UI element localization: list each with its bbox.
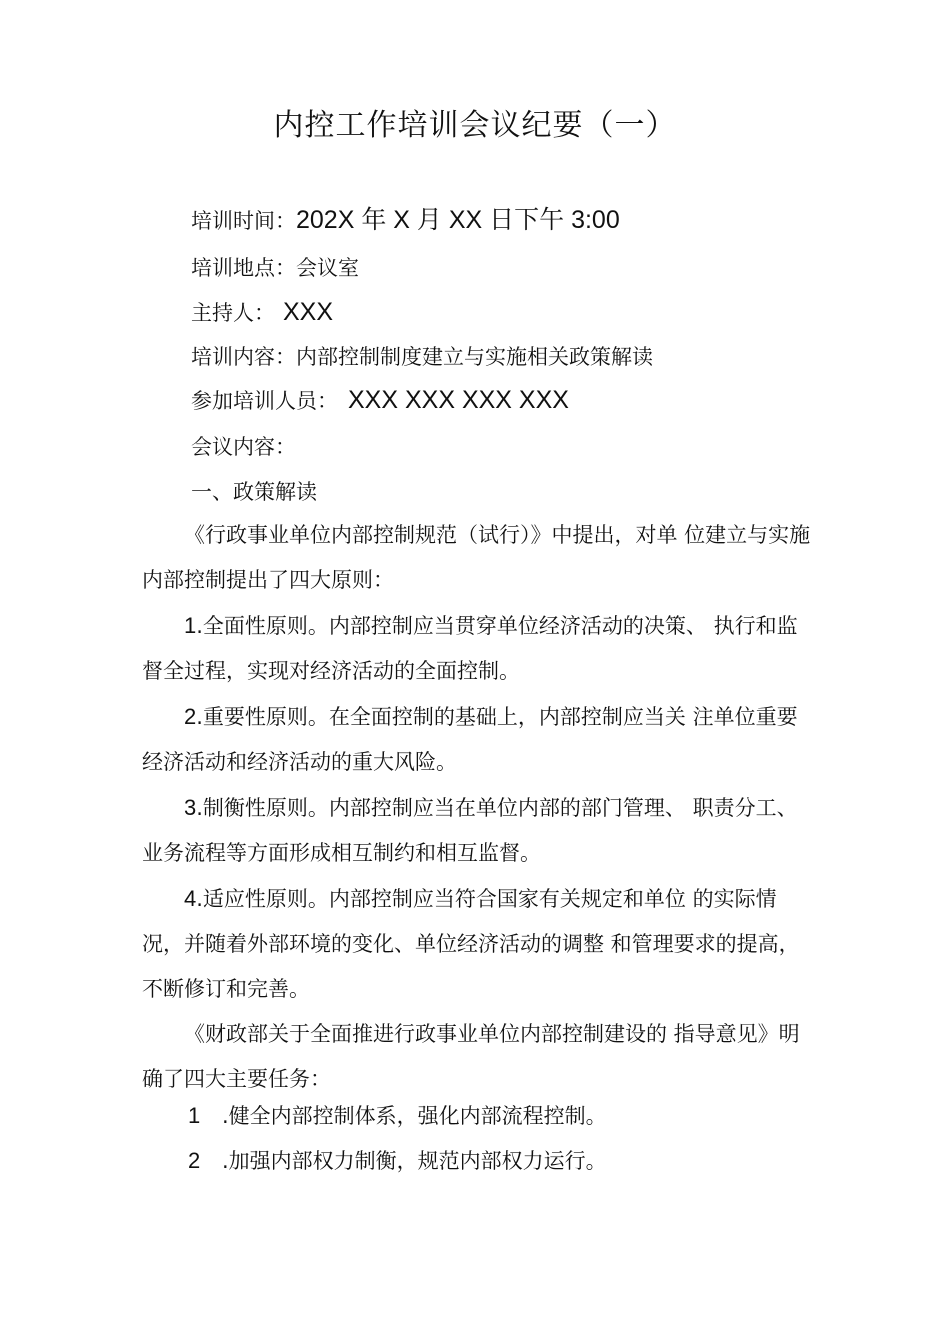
task-item (188, 1101, 607, 1131)
item-number: 2 (188, 1148, 201, 1173)
item-text: .重要性原则。在全面控制的基础上，内部控制应当关 注单位重要经济活动和经济活动的重大风险。 (142, 705, 798, 774)
task-item (188, 1146, 607, 1176)
meta-host (191, 297, 333, 328)
meta-training-time (191, 205, 620, 236)
item-text: .适应性原则。内部控制应当符合国家有关规定和单位 的实际情况，并随着外部环境的变化、单位经济活动的调整 和管理要求的提高，不断修订和完善。 (142, 887, 800, 1001)
meta-value: XXX (283, 298, 334, 326)
item-text: .加强内部权力制衡，规范内部权力运行。 (222, 1149, 607, 1173)
principle-item (142, 876, 814, 1012)
paragraph-intro-tasks: 《财政部关于全面推进行政事业单位内部控制建设的 指导意见》明确了四大主要任务： (142, 1022, 800, 1091)
meta-label: 主持人： (191, 301, 275, 325)
meta-label: 培训内容： (191, 345, 296, 369)
item-number: 3 (184, 795, 197, 820)
section-heading: 一、政策解读 (191, 480, 317, 504)
meta-value: XXX XXX XXX XXX (348, 386, 569, 414)
principle-item (142, 785, 814, 876)
item-number: 2 (184, 704, 197, 729)
item-text: .健全内部控制体系，强化内部流程控制。 (222, 1104, 607, 1128)
item-number: 1 (184, 613, 197, 638)
meta-value: 内部控制制度建立与实施相关政策解读 (296, 345, 653, 369)
meta-value: 202X 年 X 月 XX 日下午 3:00 (296, 206, 620, 234)
meta-training-content (191, 342, 653, 372)
meeting-content-label: 会议内容： (191, 435, 296, 459)
paragraph-intro-principles: 《行政事业单位内部控制规范（试行）》中提出，对单 位建立与实施内部控制提出了四大原则： (142, 523, 811, 592)
item-text: .制衡性原则。内部控制应当在单位内部的部门管理、 职责分工、业务流程等方面形成相互制约和相互监督。 (142, 796, 798, 865)
item-text: .全面性原则。内部控制应当贯穿单位经济活动的决策、 执行和监督全过程，实现对经济活动的全面控制。 (142, 614, 798, 683)
document-body (142, 513, 814, 1102)
meta-label: 参加培训人员： (191, 389, 338, 413)
item-number: 1 (188, 1103, 201, 1128)
meta-label: 培训时间： (191, 209, 296, 233)
meta-value: 会议室 (296, 256, 359, 280)
meta-training-location (191, 253, 359, 283)
principle-item (142, 603, 814, 694)
meta-attendees (191, 385, 569, 416)
document-title: 内控工作培训会议纪要（一） (273, 108, 677, 143)
principle-item (142, 694, 814, 785)
meta-label: 培训地点： (191, 256, 296, 280)
item-number: 4 (184, 886, 197, 911)
